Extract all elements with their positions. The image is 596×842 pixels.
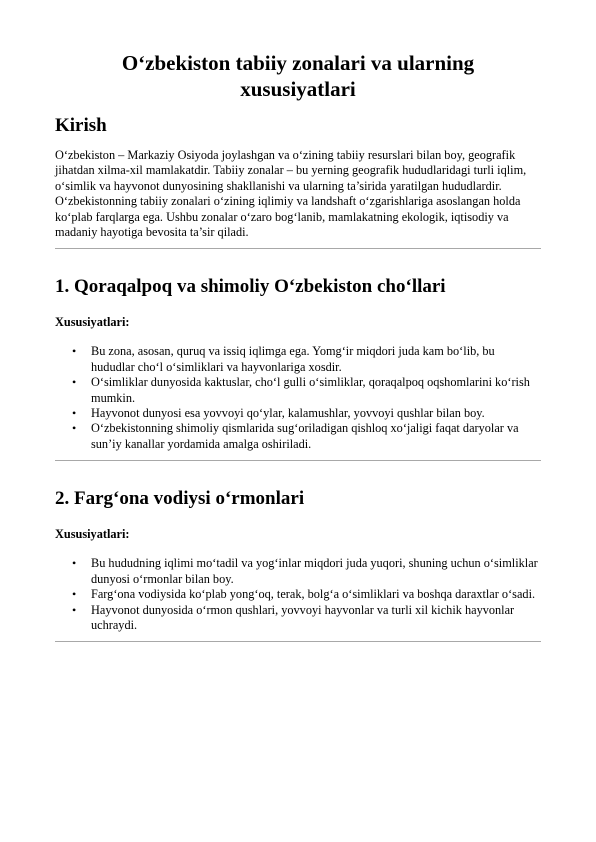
list-item-text: O‘simliklar dunyosida kaktuslar, cho‘l gulli o‘simliklar, qoraqalpoq oqshomlarini ko‘rish mumkin. <box>91 375 530 405</box>
list-item <box>72 602 541 634</box>
section-heading: 1. Qoraqalpoq va shimoliy O‘zbekiston cho‘llari <box>55 276 446 298</box>
bullet-dot-icon: • <box>72 421 77 436</box>
features-list <box>55 556 541 633</box>
list-item <box>72 556 541 587</box>
list-item <box>72 421 541 452</box>
bullet-dot-icon: • <box>72 344 77 359</box>
features-label: Xususiyatlari: <box>55 527 130 542</box>
list-item <box>72 375 541 406</box>
list-item <box>72 587 541 602</box>
features-label: Xususiyatlari: <box>55 315 130 330</box>
list-item-text: Farg‘ona vodiysida ko‘plab yong‘oq, terak, bolg‘a o‘simliklari va boshqa daraxtlar o‘sadi. <box>91 587 536 602</box>
list-item <box>72 344 541 375</box>
intro-heading: Kirish <box>55 115 107 136</box>
document-title: O‘zbekiston tabiiy zonalari va ularning xususiyatlari <box>121 51 475 101</box>
intro-paragraph: O‘zbekiston – Markaziy Osiyoda joylashgan va o‘zining tabiiy resurslari bilan boy, geografik jihatdan xilma-xil mamlakatdir. Tabiiy zonalar – bu yerning geografik hududlaridagi turli iqlim, o‘simlik va hayvonot dunyosining shakllanishi va ularning ta’sirida yaratilgan hududlardir. O‘zbekistonning tabiiy zonalari o‘zining iqlimiy va landshaft o‘zgarishlariga asoslangan holda ko‘plab farqlarga ega. Ushbu zonalar o‘zaro bog‘lanib, mamlakatning ekologik, iqtisodiy va madaniy hayotiga bevosita ta’sir qiladi. <box>55 148 527 240</box>
bullet-dot-icon: • <box>72 602 77 617</box>
bullet-dot-icon: • <box>72 406 77 421</box>
list-item-text: Hayvonot dunyosi esa yovvoyi qo‘ylar, kalamushlar, yovvoyi qushlar bilan boy. <box>91 406 485 421</box>
bullet-dot-icon: • <box>72 375 77 390</box>
list-item-text: Bu zona, asosan, quruq va issiq iqlimga ega. Yomg‘ir miqdori juda kam bo‘lib, bu hududlar cho‘l o‘simliklari va hayvonlariga xosdir. <box>91 344 495 374</box>
section-heading: 2. Farg‘ona vodiysi o‘rmonlari <box>55 488 305 510</box>
divider <box>55 248 541 249</box>
divider <box>55 641 541 642</box>
divider <box>55 460 541 461</box>
list-item-text: Bu hududning iqlimi mo‘tadil va yog‘inlar miqdori juda yuqori, shuning uchun o‘simliklar dunyosi o‘rmonlar bilan boy. <box>91 556 538 586</box>
list-item-text: Hayvonot dunyosida o‘rmon qushlari, yovvoyi hayvonlar va turli xil kichik hayvonlar uchraydi. <box>91 602 515 632</box>
list-item <box>72 406 541 421</box>
features-list <box>55 344 541 452</box>
list-item-text: O‘zbekistonning shimoliy qismlarida sug‘oriladigan qishloq xo‘jaligi faqat daryolar va sun’iy kanallar yordamida amalga oshiriladi. <box>91 421 519 451</box>
bullet-dot-icon: • <box>72 556 77 571</box>
bullet-dot-icon: • <box>72 587 77 602</box>
